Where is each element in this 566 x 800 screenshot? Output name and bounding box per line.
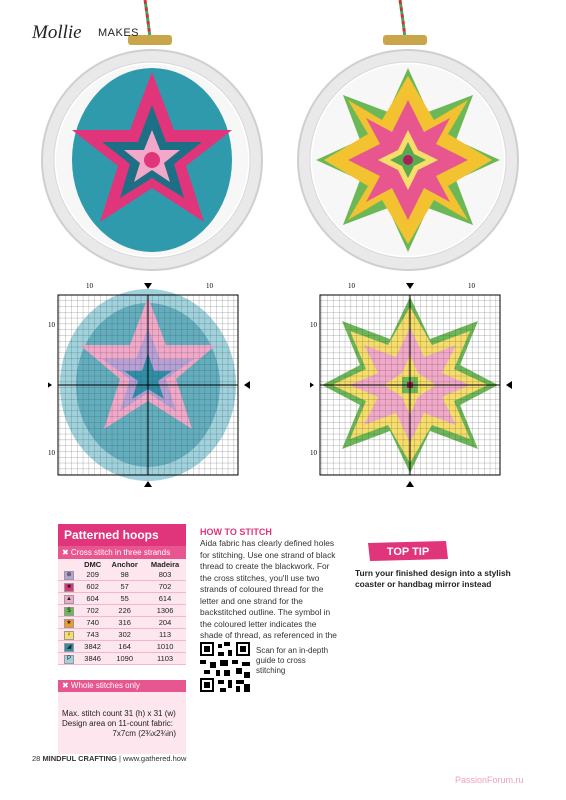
tick-label: 10 [48,449,55,457]
qr-code-icon[interactable] [200,642,250,692]
top-tip-badge [368,541,448,561]
brand-suffix: MAKES [98,27,140,39]
right-chart [310,283,540,501]
key-dmc: 743 [80,629,105,641]
tick-label: 10 [310,449,317,457]
key-symbol [58,629,80,641]
tick-label: 10 [348,283,355,290]
key-symbol [58,641,80,653]
top-tip-label: TOP TIP [386,546,430,558]
key-dmc: 702 [80,605,105,617]
key-row [58,569,186,581]
tick-label: 10 [310,321,317,329]
how-to-title: HOW TO STITCH [200,527,272,537]
key-row [58,581,186,593]
key-blank-row [58,692,186,706]
key-row [58,653,186,665]
watermark: PassionForum.ru [455,775,524,785]
tick-label: 10 [206,283,213,290]
website-link[interactable]: www.gathered.how [123,754,187,763]
key-anchor: 302 [105,629,144,641]
key-dmc: 740 [80,617,105,629]
key-anchor: 226 [105,605,144,617]
key-madeira: 113 [144,629,186,641]
tick-label: 10 [48,321,55,329]
left-chart [48,283,278,501]
thread-swatch: ★ [64,619,74,628]
key-anchor: 1090 [105,653,144,665]
key-col-dmc: DMC [80,559,105,569]
key-dmc: 3846 [80,653,105,665]
key-symbol [58,653,80,665]
key-madeira: 1103 [144,653,186,665]
key-madeira: 803 [144,569,186,581]
key-dmc: 209 [80,569,105,581]
thread-swatch: ◢ [64,643,74,652]
key-table [58,559,186,665]
key-madeira: 204 [144,617,186,629]
page-number: 28 [32,754,41,763]
key-col-symbol [58,559,80,569]
key-row [58,617,186,629]
key-subtitle-whole: ✖ Whole stitches only [58,680,186,692]
qr-caption: Scan for an in-depth guide to cross stitching [256,646,329,675]
key-madeira: 614 [144,593,186,605]
thread-swatch: ⊕ [64,571,74,580]
key-symbol [58,605,80,617]
tick-label: 10 [86,283,93,290]
hoops-photo [0,0,566,282]
key-symbol [58,569,80,581]
thread-swatch: ▲ [64,595,74,604]
how-to-body: Aida fabric has clearly defined holes for stitching. Use one strand of black thread to create the blackwork. For the cross stitches, you'll use two strands of coloured thread for the letter and one strand for the backstitched outline. The symbol in the coloured letter indicates the shade of thread, as referenced in the [200,538,337,640]
key-footer [58,706,186,754]
key-row [58,593,186,605]
key-subtitle: ✖ Cross stitch in three strands [58,546,186,559]
footer-divider: | [118,754,124,763]
magazine-name: MINDFUL CRAFTING [42,754,117,763]
key-dmc: 3842 [80,641,105,653]
thread-swatch: ■ [64,583,74,592]
brand-logo: Mollie [32,22,82,43]
thread-swatch: P [64,655,74,664]
key-madeira: 1306 [144,605,186,617]
key-title: Patterned hoops [58,524,186,546]
design-area-label: Design area on 11-count fabric: [62,719,174,728]
key-row [58,641,186,653]
thread-swatch: $ [64,607,74,616]
key-anchor: 316 [105,617,144,629]
design-area-size: 7x7cm (2¾x2¾in) [112,729,176,738]
thread-key [58,524,186,754]
key-anchor: 98 [105,569,144,581]
stitch-count: Max. stitch count 31 (h) x 31 (w) [62,709,176,718]
page-footer [32,754,186,763]
top-tip-text: Turn your finished design into a stylish coaster or handbag mirror instead [355,568,511,589]
key-anchor: 57 [105,581,144,593]
key-anchor: 164 [105,641,144,653]
key-dmc: 604 [80,593,105,605]
key-col-madeira: Madeira [144,559,186,569]
key-symbol [58,581,80,593]
thread-swatch: ♀ [64,631,74,640]
key-symbol [58,593,80,605]
key-col-anchor: Anchor [105,559,144,569]
tick-label: 10 [468,283,475,290]
key-madeira: 702 [144,581,186,593]
key-symbol [58,617,80,629]
key-dmc: 602 [80,581,105,593]
key-madeira: 1010 [144,641,186,653]
key-anchor: 55 [105,593,144,605]
key-row [58,629,186,641]
key-row [58,605,186,617]
